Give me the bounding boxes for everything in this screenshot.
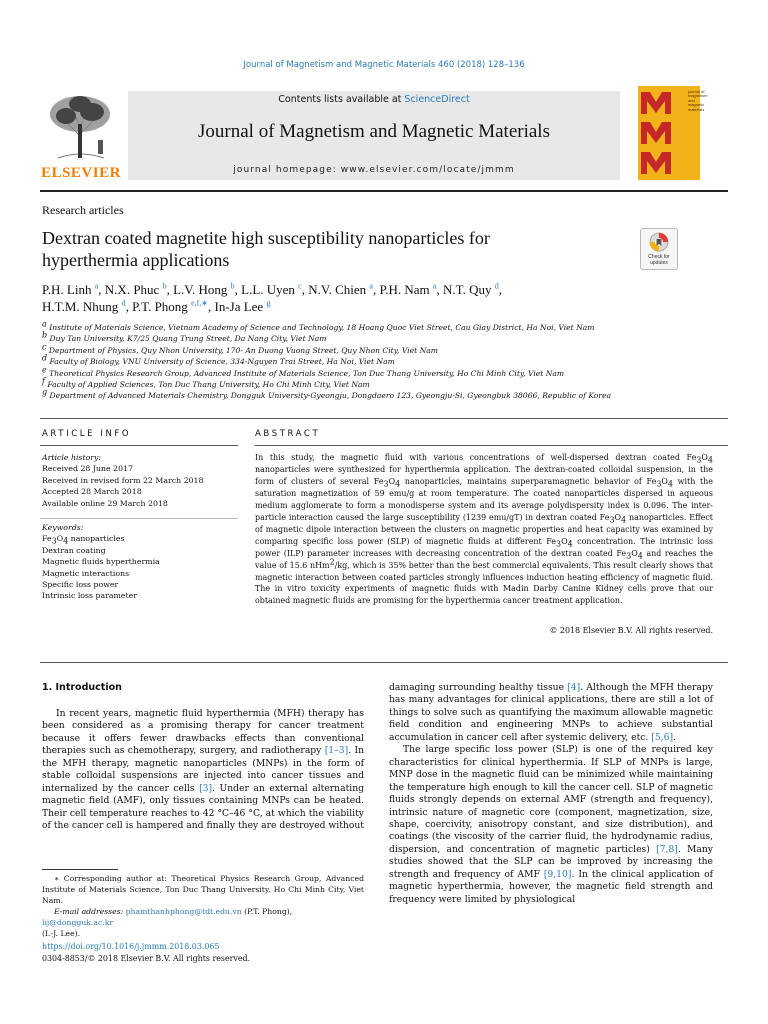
divider [40, 518, 238, 519]
article-info-heading: ARTICLE INFO [42, 429, 132, 439]
affiliation-ref[interactable]: a [432, 281, 437, 291]
divider [40, 662, 728, 663]
author[interactable]: H.T.M. Nhung [42, 299, 119, 314]
contents-line: Contents lists available at ScienceDirect [278, 94, 470, 105]
keyword: Magnetic fluids hyperthermia [42, 557, 160, 567]
citation-link[interactable]: [4] [567, 682, 581, 693]
citation-link[interactable]: [7,8] [656, 843, 678, 855]
tree-icon [40, 88, 122, 166]
affiliation-ref[interactable]: a [94, 281, 99, 291]
affiliation-ref[interactable]: c [298, 281, 302, 291]
elsevier-logo [40, 88, 122, 182]
journal-masthead [128, 91, 620, 180]
divider [40, 445, 238, 446]
running-head[interactable]: Journal of Magnetism and Magnetic Materials 460 (2018) 128–136 [243, 60, 525, 70]
affiliation-ref[interactable]: b [230, 281, 235, 291]
affiliation: $^g$ Department of Advanced Materials Chemistry, Dongguk University-Gyeongju, Dongdaero 123, Gyeongju-Si, Gyeongbuk 38066, Republic of Korea [42, 387, 612, 401]
citation-link[interactable]: [9,10] [543, 868, 572, 880]
author[interactable]: L.V. Hong [173, 282, 228, 297]
journal-title: Journal of Magnetism and Magnetic Materials [198, 121, 550, 142]
keyword: Magnetic interactions [42, 568, 130, 578]
citation-link[interactable]: [1–3] [324, 745, 349, 757]
keyword: Dextran coating [42, 545, 106, 555]
journal-homepage-link[interactable]: journal homepage: www.elsevier.com/locate/jmmm [233, 165, 515, 175]
journal-cover-thumbnail [638, 86, 708, 180]
abstract-heading: ABSTRACT [255, 429, 321, 439]
email-link[interactable]: lij@dongguk.ac.kr [42, 918, 114, 927]
affiliation: $^e$ Theoretical Physics Research Group, Advanced Institute of Materials Science, Ton Duc Thang University, Ho Chi Minh City, Viet Nam [42, 365, 565, 378]
mmm-logo-icon [638, 86, 688, 180]
citation-link[interactable]: [5,6] [651, 731, 674, 743]
crossmark-label: Check for updates [648, 254, 670, 266]
check-for-updates-button[interactable] [640, 228, 678, 270]
author[interactable]: L.L. Uyen [241, 282, 295, 297]
author[interactable]: N.T. Quy [442, 282, 492, 297]
affiliation-ref[interactable]: b [162, 281, 167, 291]
author-list: P.H. Linh $^a$, N.X. Phuc $^b$, L.V. Hong $^b$, L.L. Uyen $^c$, N.V. Chien $^a$, P.H. Nam $^a$, N.T. Quy $^d$, H.T.M. Nhung $^d$, P.T. Phong $^{e,f,∗}$, In-Ja Lee $^g$ [42, 281, 502, 314]
body-text-right-column: damaging surrounding healthy tissue [4]. Although the MFH therapy has many advantages for clinical applications, there are still a lot of things to solve such as quantifying the maximum allowable magnetic field condition and engineering MNPs to achieve substantial accumulation in cancer cell after systemic delivery, etc. [5,6]. The large specific loss power (SLP) is one of the required key characteristics for clinical hyperthermia. If SLP of MNPs is large, MNP dose in the magnetic fluid can be minimized while maintaining the temperature high enough to kill the cancer cell. SLP of magnetic fluids strongly depends on external AMF (strength and frequency), intrinsic nature of magnetic core (component, magnetization, size, shape, coercivity, anisotropy constant, and size distribution), and coatings (the viscosity of the carrier fluid, the hydrodynamic radius, dispersion, and concentration of magnetic particles) [7,8]. Many studies showed that the SLP can be improved by increasing the strength and frequency of AMF [9,10]. In the clinical application of magnetic hyperthermia, however, the magnetic field strength and frequency were limited by physiological [389, 682, 714, 905]
author[interactable]: P.H. Linh [42, 282, 92, 297]
keyword: Intrinsic loss parameter [42, 591, 137, 601]
cover-title: journal of magnetism and magnetic materials [688, 89, 708, 112]
affiliations [42, 319, 732, 402]
affiliation-ref[interactable]: g [266, 298, 271, 308]
doi-link[interactable]: https://doi.org/10.1016/j.jmmm.2018.03.065 [42, 942, 220, 951]
abstract-text: In this study, the magnetic fluid with various concentrations of well-dispersed dextran coated $Fe_3O_4$ nanoparticles were synthesized for hyperthermia application. The dextran-coated colloidal suspension, in the form of clusters of several $Fe_3O_4$ nanoparticles, maintains superparamagnetic behavior of $Fe_3O_4$ with the saturation magnetization of 59 emu/g at room temperature. The coated nanoparticles dispersed in aqueous medium agglomerate to form a monodisperse system and its average polydispersity index is 0.096. The inter-particle interaction caused the large susceptibility (1239 emu/gT) in dextran coated $Fe_3O_4$ nanoparticles. Effect of magnetic dipole interaction between the clusters on magnetic properties and heat capacity was examined by comparing specific loss power (SLP) of magnetic fluids at different $Fe_3O_4$ concentration. The intrinsic loss power (ILP) parameter increases with decreasing concentration of the dextran coated $Fe_3O_4$ and reaches the value of 15.6 nHm$^2$/kg, which is 35% better than the best commercial equivalents. This result clearly shows that magnetic interaction between coated particles strongly influences induction heating efficiency of magnetic fluid. The in vitro toxicity experiments of magnetic fluids with Madin Darby Canine Kidney cells prove that our obtained magnetic fluids are promising for the hyperthermia cancer treatment application. [255, 453, 714, 606]
divider [255, 445, 728, 446]
author[interactable]: P.T. Phong [132, 299, 188, 314]
article-title: Dextran coated magnetite high susceptibility nanoparticles for hyperthermia applications [42, 228, 490, 270]
author[interactable]: N.V. Chien [308, 282, 367, 297]
affiliation: $^b$ Duy Tan University, K7/25 Quang Trung Street, Da Nang City, Viet Nam [42, 330, 327, 344]
affiliation: $^c$ Department of Physics, Quy Nhon University, 170- An Duong Vuong Street, Quy Nhon City, Viet Nam [42, 342, 438, 355]
sciencedirect-link[interactable]: ScienceDirect [404, 94, 470, 105]
crossmark-icon [641, 229, 677, 255]
keywords: Keywords: $Fe_3O_4$ nanoparticles Dextran coating Magnetic fluids hyperthermia Magnetic interactions Specific loss power Intrinsic loss parameter [42, 522, 242, 602]
author[interactable]: P.H. Nam [379, 282, 430, 297]
author[interactable]: In-Ja Lee [214, 299, 264, 314]
keyword: $Fe_3O_4$ nanoparticles [42, 534, 125, 546]
citation-link[interactable]: [3] [199, 782, 213, 794]
footnote-rule [42, 869, 118, 870]
affiliation-ref[interactable]: d [121, 298, 126, 308]
masthead-rule [40, 190, 728, 192]
keyword: Specific loss power [42, 580, 119, 590]
affiliation-ref[interactable]: a [369, 281, 373, 291]
affiliation-ref[interactable]: d [494, 281, 499, 291]
article-history: Article history: Received 28 June 2017 Received in revised form 22 March 2018 Accepted 28 March 2018 Available online 29 March 2018 [42, 453, 204, 508]
affiliation: $^f$ Faculty of Applied Sciences, Ton Duc Thang University, Ho Chi Minh City, Viet Nam [42, 376, 370, 390]
affiliation-ref[interactable]: e,f,∗ [191, 298, 208, 308]
section-label: Research articles [42, 203, 124, 217]
affiliation: $^d$ Faculty of Biology, VNU University of Science, 334-Nguyen Trai Street, Ha Noi, Viet Nam [42, 353, 395, 367]
author[interactable]: N.X. Phuc [104, 282, 160, 297]
divider [40, 418, 728, 419]
publisher-name: ELSEVIER [41, 165, 121, 181]
copyright-line: © 2018 Elsevier B.V. All rights reserved. [549, 626, 713, 635]
issn-line: 0304-8853/© 2018 Elsevier B.V. All rights reserved. [42, 954, 251, 963]
affiliation: $^a$ Institute of Materials Science, Vietnam Academy of Science and Technology, 18 Hoang Quoc Viet Street, Cau Giay District, Ha Noi, Viet Nam [42, 319, 595, 332]
body-text-left-column: In recent years, magnetic fluid hyperthermia (MFH) therapy has been considered as a promising therapy for cancer treatment because it offers fewer drawbacks effects than conventional therapies such as chemotherapy, surgery, and radiotherapy [1–3]. In the MFH therapy, magnetic nanoparticles (MNPs) in the form of stable colloidal suspensions are injected into cancer tissues and internalized by the cancer cells [3]. Under an external alternating magnetic field (AMF), only tissues containing MNPs can be heated. Their cell temperature reaches to 42 °C–46 °C, at which the viability of the cancer cell is hampered and finally they are destroyed without [42, 708, 365, 832]
email-link[interactable]: phamthanhphong@tdt.edu.vn [125, 907, 242, 916]
footnotes: ∗ Corresponding author at: Theoretical Physics Research Group, Advanced Institute of Materials Science, Ton Duc Thang University, Ho Chi Minh City, Viet Nam. E-mail addresses: phamthanhphong@tdt.edu.vn (P.T. Phong), lij@dongguk.ac.kr (I.-J. Lee). [42, 874, 364, 938]
section-heading: 1. Introduction [42, 682, 122, 693]
